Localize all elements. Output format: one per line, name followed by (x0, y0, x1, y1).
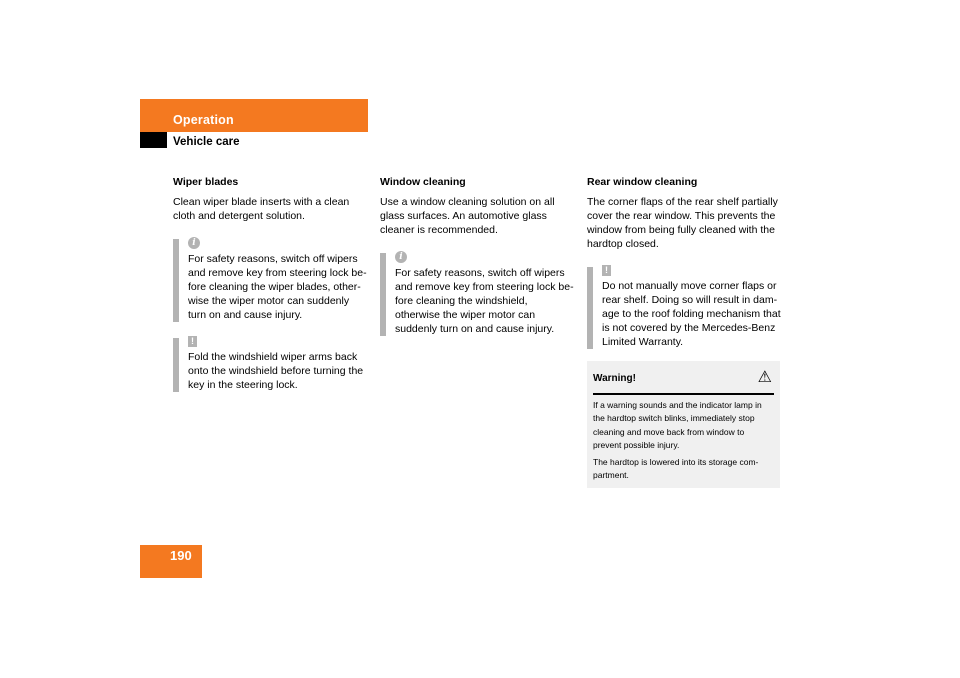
note-stripe (173, 239, 179, 322)
warning-paragraph: If a warning sounds and the indicator lamp in the hardtop switch blinks, immediately stop cleaning and move back from window to prevent possible injury. (593, 400, 762, 451)
section-title: Operation (173, 113, 234, 127)
paragraph-wiper-blades: Clean wiper blade inserts with a clean cloth and detergent solution. (173, 196, 350, 222)
info-note (173, 237, 368, 322)
column-rear-window-cleaning (587, 175, 782, 349)
warning-box (587, 361, 780, 488)
heading-window-cleaning: Window cleaning (380, 176, 466, 188)
note-text: For safety reasons, switch off wipers and remove key from steering lock be- fore cleaning the windshield, otherwise the wiper motor can suddenly turn on and cause injury. (395, 267, 574, 335)
warning-header (593, 371, 774, 395)
note-text: For safety reasons, switch off wipers and remove key from steering lock be- fore cleaning the wiper blades, other- wise the wiper motor can suddenly turn on and cause injury. (188, 253, 367, 321)
warning-body (593, 399, 774, 485)
info-icon: i (395, 251, 407, 263)
note-text: Do not manually move corner flaps or rear shelf. Doing so will result in dam- age to the roof folding mechanism that is not covered by the Mercedes-Benz Limited Warranty. (602, 280, 781, 348)
caution-note (587, 265, 782, 349)
section-tab-marker (140, 132, 167, 148)
column-wiper-blades (173, 175, 368, 392)
info-note (380, 251, 575, 336)
warning-title: Warning! (593, 373, 636, 384)
heading-rear-window-cleaning: Rear window cleaning (587, 176, 698, 188)
exclamation-icon: ! (188, 336, 197, 347)
heading-wiper-blades: Wiper blades (173, 176, 239, 188)
caution-note (173, 336, 368, 392)
page-number: 190 (170, 548, 192, 563)
column-window-cleaning (380, 175, 575, 336)
paragraph-rear-window-cleaning: The corner flaps of the rear shelf partially cover the rear window. This prevents the window from being fully cleaned with the hardtop closed. (587, 196, 778, 250)
note-stripe (380, 253, 386, 336)
exclamation-icon: ! (602, 265, 611, 276)
paragraph-window-cleaning: Use a window cleaning solution on all glass surfaces. An automotive glass cleaner is recommended. (380, 196, 555, 236)
subsection-title: Vehicle care (173, 136, 240, 148)
warning-paragraph: The hardtop is lowered into its storage com- partment. (593, 456, 759, 481)
note-stripe (173, 338, 179, 392)
warning-triangle-icon: ⚠ (757, 369, 772, 386)
note-text: Fold the windshield wiper arms back onto the windshield before turning the key in the steering lock. (188, 351, 364, 391)
note-stripe (587, 267, 593, 349)
info-icon: i (188, 237, 200, 249)
